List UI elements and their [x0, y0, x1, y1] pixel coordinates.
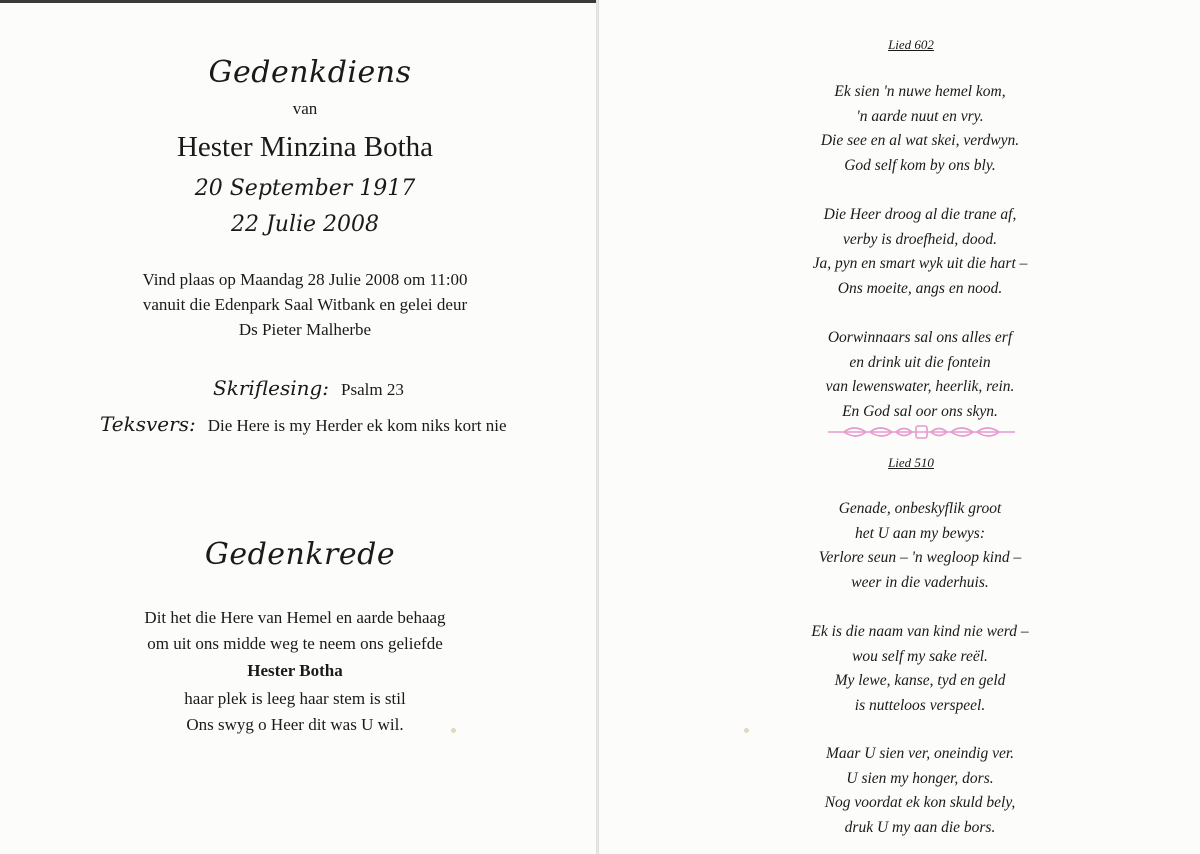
verse-line: Ja, pyn en smart wyk uit die hart –	[812, 255, 1028, 273]
tribute-heading: Gedenkrede	[204, 537, 396, 572]
tribute-line-2: om uit ons midde weg te neem ons geliefde	[147, 634, 443, 653]
verse-line: En God sal oor ons skyn.	[842, 402, 998, 420]
verse-line: verby is droefheid, dood.	[843, 230, 997, 248]
hymn-510-title: Lied 510	[888, 455, 934, 470]
verse-line: U sien my honger, dors.	[846, 769, 994, 787]
text-verse-row	[100, 412, 507, 436]
verse-line: Genade, onbeskyflik groot	[838, 500, 1002, 517]
verse-line: Ek is die naam van kind nie werd –	[811, 623, 1029, 640]
hymn-602-stanza-2	[599, 203, 1200, 301]
birth-date: 20 September 1917	[194, 176, 416, 201]
verse-line: van lewenswater, heerlik, rein.	[825, 378, 1015, 396]
hymn-510-stanza-2	[599, 620, 1200, 718]
van-label: van	[292, 99, 318, 118]
text-verse-label: Teksvers:	[100, 412, 196, 436]
scripture-reading-row	[213, 376, 404, 400]
tribute-line-1: Dit het die Here van Hemel en aarde behaag	[144, 608, 446, 627]
verse-line: Maar U sien ver, oneindig ver.	[825, 745, 1015, 762]
verse-line: My lewe, kanse, tyd en geld	[834, 672, 1006, 690]
hymn-602-stanza-3	[599, 326, 1200, 424]
verse-line: druk U my aan die bors.	[844, 818, 996, 836]
verse-line: Oorwinnaars sal ons alles erf	[827, 329, 1013, 346]
service-line-2: vanuit die Edenpark Saal Witbank en gelei deur	[142, 295, 468, 314]
hymn-602-title: Lied 602	[888, 37, 934, 52]
service-line-3: Ds Pieter Malherbe	[238, 320, 372, 339]
tribute-line-5: Ons swyg o Heer dit was U wil.	[186, 715, 404, 734]
verse-line: het U aan my bewys:	[855, 524, 985, 542]
service-line-1: Vind plaas op Maandag 28 Julie 2008 om 11:00	[142, 270, 468, 289]
verse-line: is nutteloos verspeel.	[854, 696, 986, 714]
hymn-510-stanza-3	[599, 742, 1200, 840]
paper-speck	[744, 728, 749, 733]
verse-line: Ons moeite, angs en nood.	[837, 279, 1003, 297]
tribute-line-4: haar plek is leeg haar stem is stil	[184, 689, 406, 708]
paper-speck	[451, 728, 456, 733]
verse-line: Verlore seun – 'n wegloop kind –	[818, 549, 1022, 567]
verse-line: 'n aarde nuut en vry.	[856, 107, 984, 125]
floral-divider-ornament	[824, 423, 1019, 441]
text-verse-value: Die Here is my Herder ek kom niks kort nie	[207, 416, 507, 435]
scripture-reading-label: Skriflesing:	[213, 376, 330, 400]
hymn-510-stanza-1	[599, 497, 1200, 595]
right-page	[599, 0, 1200, 854]
hymn-602-stanza-1	[599, 80, 1200, 178]
verse-line: Nog voordat ek kon skuld bely,	[824, 794, 1016, 812]
left-page	[0, 0, 597, 854]
verse-line: Die see en al wat skei, verdwyn.	[820, 132, 1020, 150]
verse-line: weer in die vaderhuis.	[851, 573, 989, 591]
verse-line: Ek sien 'n nuwe hemel kom,	[834, 83, 1006, 100]
scripture-reading-value: Psalm 23	[341, 380, 404, 399]
death-date: 22 Julie 2008	[230, 212, 380, 237]
memorial-service-heading: Gedenkdiens	[208, 55, 412, 90]
verse-line: en drink uit die fontein	[849, 353, 991, 371]
verse-line: wou self my sake reël.	[852, 647, 988, 665]
verse-line: Die Heer droog al die trane af,	[823, 206, 1017, 223]
tribute-name: Hester Botha	[247, 661, 343, 680]
verse-line: God self kom by ons bly.	[844, 156, 996, 174]
deceased-name: Hester Minzina Botha	[176, 131, 434, 163]
